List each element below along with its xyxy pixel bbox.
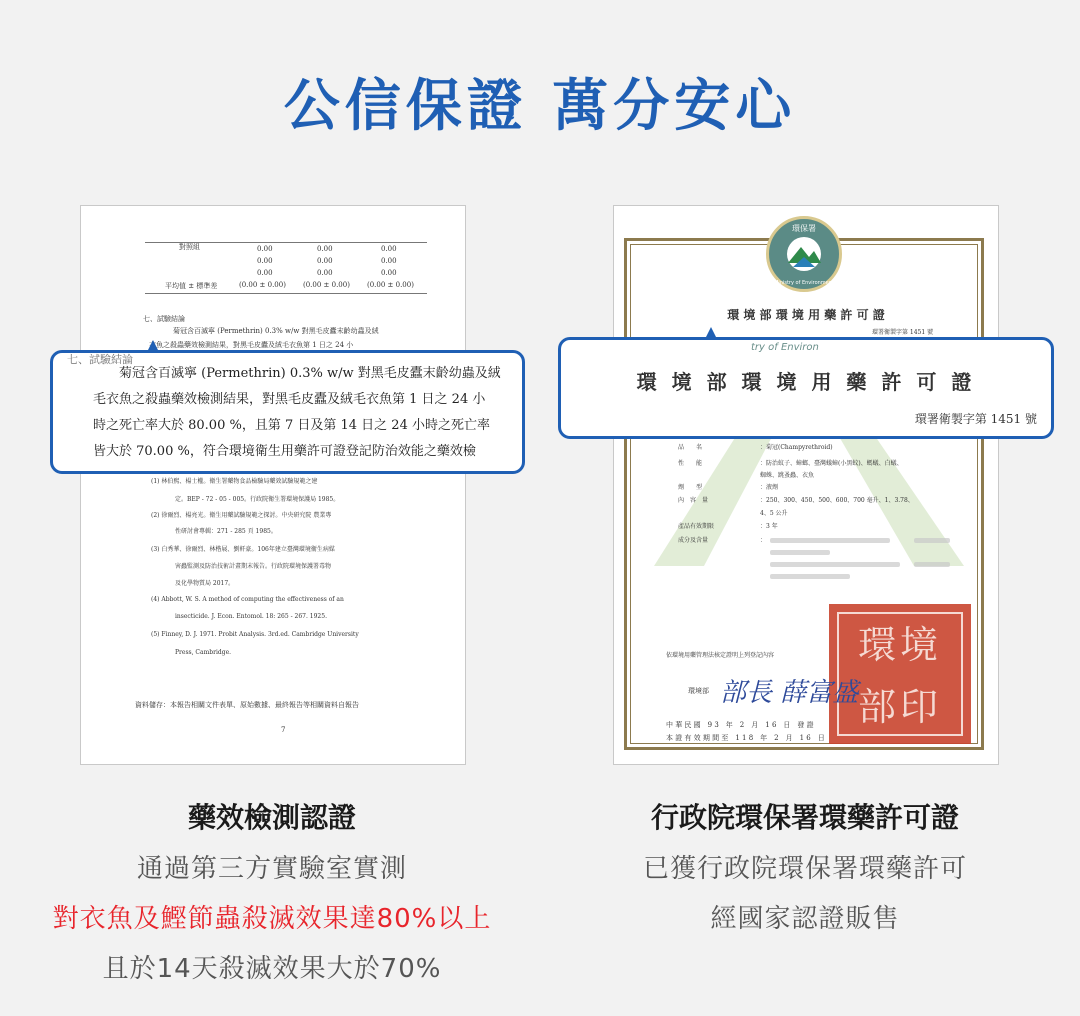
right-caption-line: 經國家認證販售 <box>710 904 900 934</box>
table-cell: 0.00 <box>317 245 333 253</box>
table-avg-value: (0.00 ± 0.00) <box>367 281 414 289</box>
mountain-logo-icon <box>783 237 825 271</box>
table-cell: 0.00 <box>381 269 397 277</box>
seal-text: 環境部印 <box>837 612 963 736</box>
table-header: 對照組 <box>179 243 200 251</box>
zoom-conclusion-line: 毛衣魚之殺蟲藥效檢測結果，對黑毛皮蠹及絨毛衣魚第 1 日之 24 小 <box>93 392 486 407</box>
blurred-ingredient <box>770 550 830 555</box>
reference-line: 害蟲監測及防治技術計畫期末報告。行政院環境保護署毒物 <box>175 563 332 570</box>
table-cell: 0.00 <box>381 257 397 265</box>
section-heading: 七、試驗結論 <box>143 315 185 323</box>
field-label: 產品有效期限 <box>678 523 715 530</box>
field-label: 性 能 <box>678 460 703 467</box>
field-label: 劑 型 <box>678 484 703 491</box>
small-conclusion-line: 衣魚之殺蟲藥效檢測結果，對黑毛皮蠹及絨毛衣魚第 1 日之 24 小 <box>149 341 354 349</box>
reference-line: 及化學物質局 2017。 <box>175 580 235 587</box>
field-value: 4、5 公升 <box>760 510 788 517</box>
right-caption-title: 行政院環保署環藥許可證 <box>650 801 959 834</box>
table-cell: 0.00 <box>257 245 273 253</box>
legal-note: 依環境用藥管理法核定證明上列登記內容 <box>666 652 775 659</box>
table-avg-value: (0.00 ± 0.00) <box>303 281 350 289</box>
results-table <box>145 242 427 294</box>
blurred-ingredient <box>914 562 950 567</box>
zoom-certificate-title: 環 境 部 環 境 用 藥 許 可 證 <box>636 370 976 394</box>
table-cell: 0.00 <box>317 269 333 277</box>
zoom-certificate-number: 環署衛製字第 1451 號 <box>914 412 1037 426</box>
zoom-conclusion-line: 皆大於 70.00 %，符合環境衛生用藥許可證登記防治效能之藥效檢 <box>93 444 476 459</box>
right-caption-line: 已獲行政院環保署環藥許可 <box>642 854 967 884</box>
reference-line: (5) Finney, D. J. 1971. Probit Analysis. 3rd.ed. Cambridge University <box>151 631 359 638</box>
field-label: 內 容 量 <box>678 497 709 504</box>
license-certificate <box>613 205 999 765</box>
issuer-label: 環境部 <box>688 687 709 695</box>
issue-date: 中 華 民 國 9 3 年 2 月 1 6 日 發 證 <box>666 721 814 729</box>
conclusion-zoom-callout <box>50 350 525 474</box>
left-caption-highlight: 對衣魚及鰹節蟲殺滅效果達80%以上 <box>52 904 492 934</box>
table-avg-value: (0.00 ± 0.00) <box>239 281 286 289</box>
obscured-heading: 七、試驗結論 <box>67 353 133 366</box>
page-headline: 公信保證 萬分安心 <box>283 74 797 139</box>
certificate-title-zoom-callout <box>558 337 1054 439</box>
field-label: 品 名 <box>678 444 703 451</box>
field-value: ：防治蚊子、蟑螂、臺灣蟻蟑(小黑蚊)、螞蟻、白蟻、 <box>760 460 903 467</box>
zoom-conclusion-line: 菊冠含百滅寧 (Permethrin) 0.3% w/w 對黑毛皮蠹末齡幼蟲及絨 <box>119 366 501 381</box>
reference-line: Press, Cambridge. <box>175 649 232 656</box>
blurred-ingredient <box>770 538 890 543</box>
small-certificate-number: 環署衛製字第 1451 號 <box>872 329 934 336</box>
field-value: ：3 年 <box>760 523 778 530</box>
table-cell: 0.00 <box>257 257 273 265</box>
blurred-ingredient <box>914 538 950 543</box>
field-value: ：液劑 <box>760 484 779 491</box>
field-value: 蜘蛛、跳蚤蟲、衣魚 <box>760 472 815 479</box>
reference-line: insecticide. J. Econ. Entomol. 18: 265 - 267. 1925. <box>175 613 327 620</box>
left-caption-title: 藥效檢測認證 <box>187 801 356 834</box>
reference-line: 性研討會專輯：271 - 285 頁 1985。 <box>175 528 277 535</box>
emblem-ring-fragment: try of Environ <box>751 342 819 353</box>
page-number: 7 <box>281 726 286 734</box>
table-avg-label: 平均值 ± 標準差 <box>165 282 218 290</box>
ministry-emblem <box>766 216 842 292</box>
table-cell: 0.00 <box>381 245 397 253</box>
blurred-ingredient <box>770 574 850 579</box>
emblem-ring-text: Ministry of Environment <box>774 280 834 286</box>
footer-note: 資料儲存：本報告相關文件表單、原始數據、最終報告等相關資料自報告 <box>135 701 359 709</box>
signature: 部長 薛富盛 <box>720 678 859 708</box>
reference-line: (1) 林伯熙、楊士權。衛生署藥物食品檢驗局藥效試驗規範之建 <box>151 478 318 485</box>
table-cell: 0.00 <box>317 257 333 265</box>
blurred-ingredient <box>770 562 900 567</box>
valid-until-date: 本 證 有 效 期 間 至 1 1 8 年 2 月 1 6 日 <box>666 734 825 742</box>
table-cell: 0.00 <box>257 269 273 277</box>
reference-line: 定。BEP - 72 - 05 - 005。行政院衛生署環境保護局 1985。 <box>175 496 340 503</box>
left-caption-line: 且於14天殺滅效果大於70% <box>102 954 442 984</box>
field-value: ：250、300、450、500、600、700 毫升、1、3.78、 <box>760 497 914 504</box>
reference-line: (2) 徐爾烈、楊亮光。衛生用藥試驗規範之探討。中央研究院 農業專 <box>151 512 332 519</box>
reference-line: (3) 白秀華、徐爾烈、林楷展、劉軒豪。106年建立臺灣環境衛生病媒 <box>151 546 335 553</box>
small-certificate-title: 環 境 部 環 境 用 藥 許 可 證 <box>727 308 885 322</box>
field-value: ： <box>760 537 767 544</box>
field-label: 成分及含量 <box>678 537 709 544</box>
field-value: ：菊冠(Champyrethroid) <box>760 444 833 451</box>
reference-line: (4) Abbott, W. S. A method of computing the effectiveness of an <box>151 596 344 603</box>
left-caption-line: 通過第三方實驗室實測 <box>136 854 407 884</box>
small-conclusion-line: 菊冠含百滅寧 (Permethrin) 0.3% w/w 對黑毛皮蠹末齡幼蟲及絨 <box>173 327 379 335</box>
test-report-document <box>80 205 466 765</box>
zoom-conclusion-line: 時之死亡率大於 80.00 %，且第 7 日及第 14 日之 24 小時之死亡率 <box>93 418 490 433</box>
emblem-top-text: 環保署 <box>792 224 816 233</box>
